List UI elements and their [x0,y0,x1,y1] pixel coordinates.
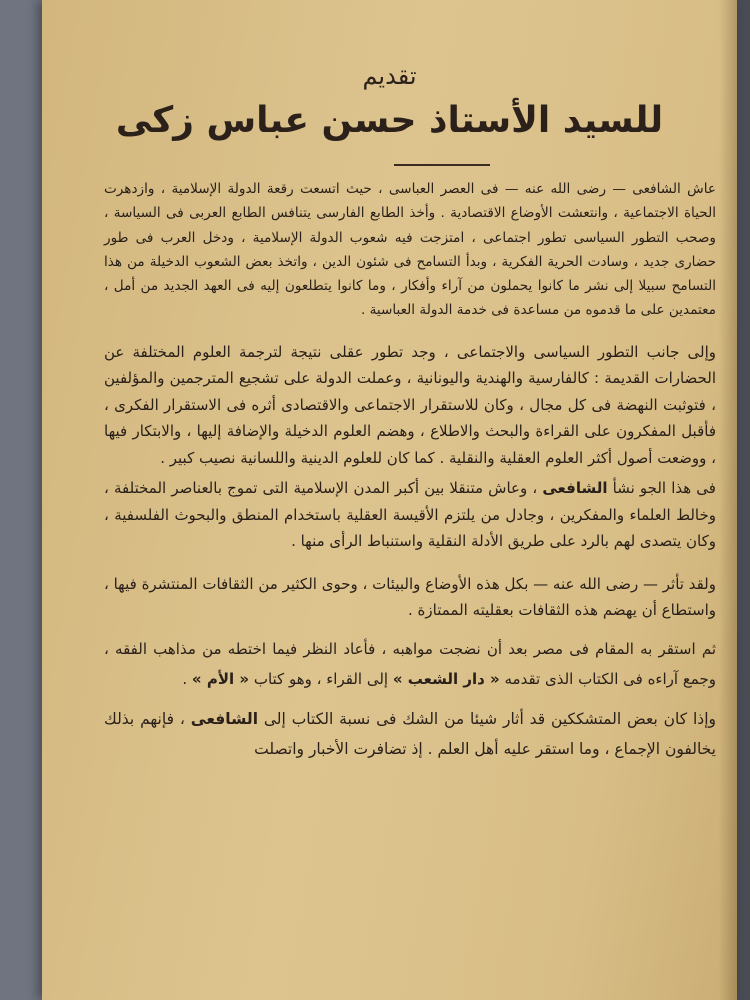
article-body [104,177,716,764]
paragraph-5 [104,634,716,694]
paragraph-5-start: ثم استقر به المقام فى مصر بعد أن نضجت مواهبه ، فأعاد النظر فيما اختطه من مذاهب الفقه ، وجمع آراءه فى الكتاب الذى تقدمه [104,639,716,688]
publisher-name: « دار الشعب » [392,669,500,688]
paragraph-4: ولقد تأثر — رضى الله عنه — بكل هذه الأوضاع والبيئات ، وحوى الكثير من الثقافات المنتشرة فيها ، واستطاع أن يهضم هذه الثقافات بعقليته الممتازة . [104,574,716,620]
heading-author: للسيد الأستاذ حسن عباس زكى [115,100,664,141]
paragraph-3 [104,475,716,555]
paragraph-1: عاش الشافعى — رضى الله عنه — فى العصر العباسى ، حيث اتسعت رقعة الدولة الإسلامية ، وازدهرت الحياة الاجتماعية ، وانتعشت الأوضاع الاقتصادية . وأخذ الطابع الفارسى يتنافس الطابع العربى فى السياسة ، وصحب التطور السياسى تطور اجتماعى ، امتزجت فيه شعوب الدولة الإسلامية ، ودخل العرب فى طور حضارى جديد ، وسادت الحرية الفكرية ، وبدأ التسامح فى شئون الدين ، واتخذ بعض الشعوب الدخيلة من هذا التسامح سبيلا إلى نشر ما كانوا يحملون من آراء وأفكار ، وما كانوا يتطلعون إليه فى العهد الجديد من أمل ، معتمدين على ما قدموه من مساعدة فى خدمة الدولة العباسية . [104,181,716,319]
paragraph-6-rest: ، فإنهم بذلك يخالفون الإجماع ، وما استقر عليه أهل العلم . إذ تضافرت الأخبار واتصلت [104,709,716,758]
name-shafii-2: الشافعى [190,709,259,728]
paragraph-6-start: وإذا كان بعض المتشككين قد أثار شيئا من الشك فى نسبة الكتاب إلى [258,709,716,728]
paragraph-5-middle: إلى القراء ، وهو كتاب [249,669,393,688]
divider-rule [394,164,490,166]
paragraph-3-start: فى هذا الجو نشأ [607,479,716,498]
name-shafii: الشافعى [542,479,608,498]
paragraph-3-rest: ، وعاش متنقلا بين أكبر المدن الإسلامية التى تموج بالعناصر المختلفة ، وخالط العلماء والمفكرين ، وجادل من يلتزم الأقيسة العقلية باستخدام المنطق والبحوث الفلسفية ، وكان يتصدى لهم بالرد على طريق الأدلة النقلية واستنباط الرأى منها . [104,479,716,551]
book-title: « الأم » [191,669,250,688]
book-page [42,0,737,1000]
paragraph-5-end: . [182,669,192,688]
page-edge-shadow [719,0,737,1000]
paragraph-2: وإلى جانب التطور السياسى والاجتماعى ، وجد تطور عقلى نتيجة لترجمة العلوم المختلفة عن الحضارات القديمة : كالفارسية والهندية واليونانية ، وعملت الدولة على تشجيع المترجمين والمؤلفين ، فتوثبت النهضة فى كل مجال ، وكان للاستقرار الاجتماعى والاقتصادى أثره فى الاستقرار الفكرى ، فأقبل المفكرون على القراءة والبحث والاطلاع ، وهضم العلوم الدخيلة والإضافة إليها ، والابتكار فيها ، ووضعت أصول أكثر العلوم العقلية والنقلية . كما كان للعلوم الدينية واللسانية نصيب كبير . [104,342,716,467]
paragraph-6 [104,704,716,764]
background-edge [737,0,750,1000]
heading-introduction: تقديم [362,62,417,90]
